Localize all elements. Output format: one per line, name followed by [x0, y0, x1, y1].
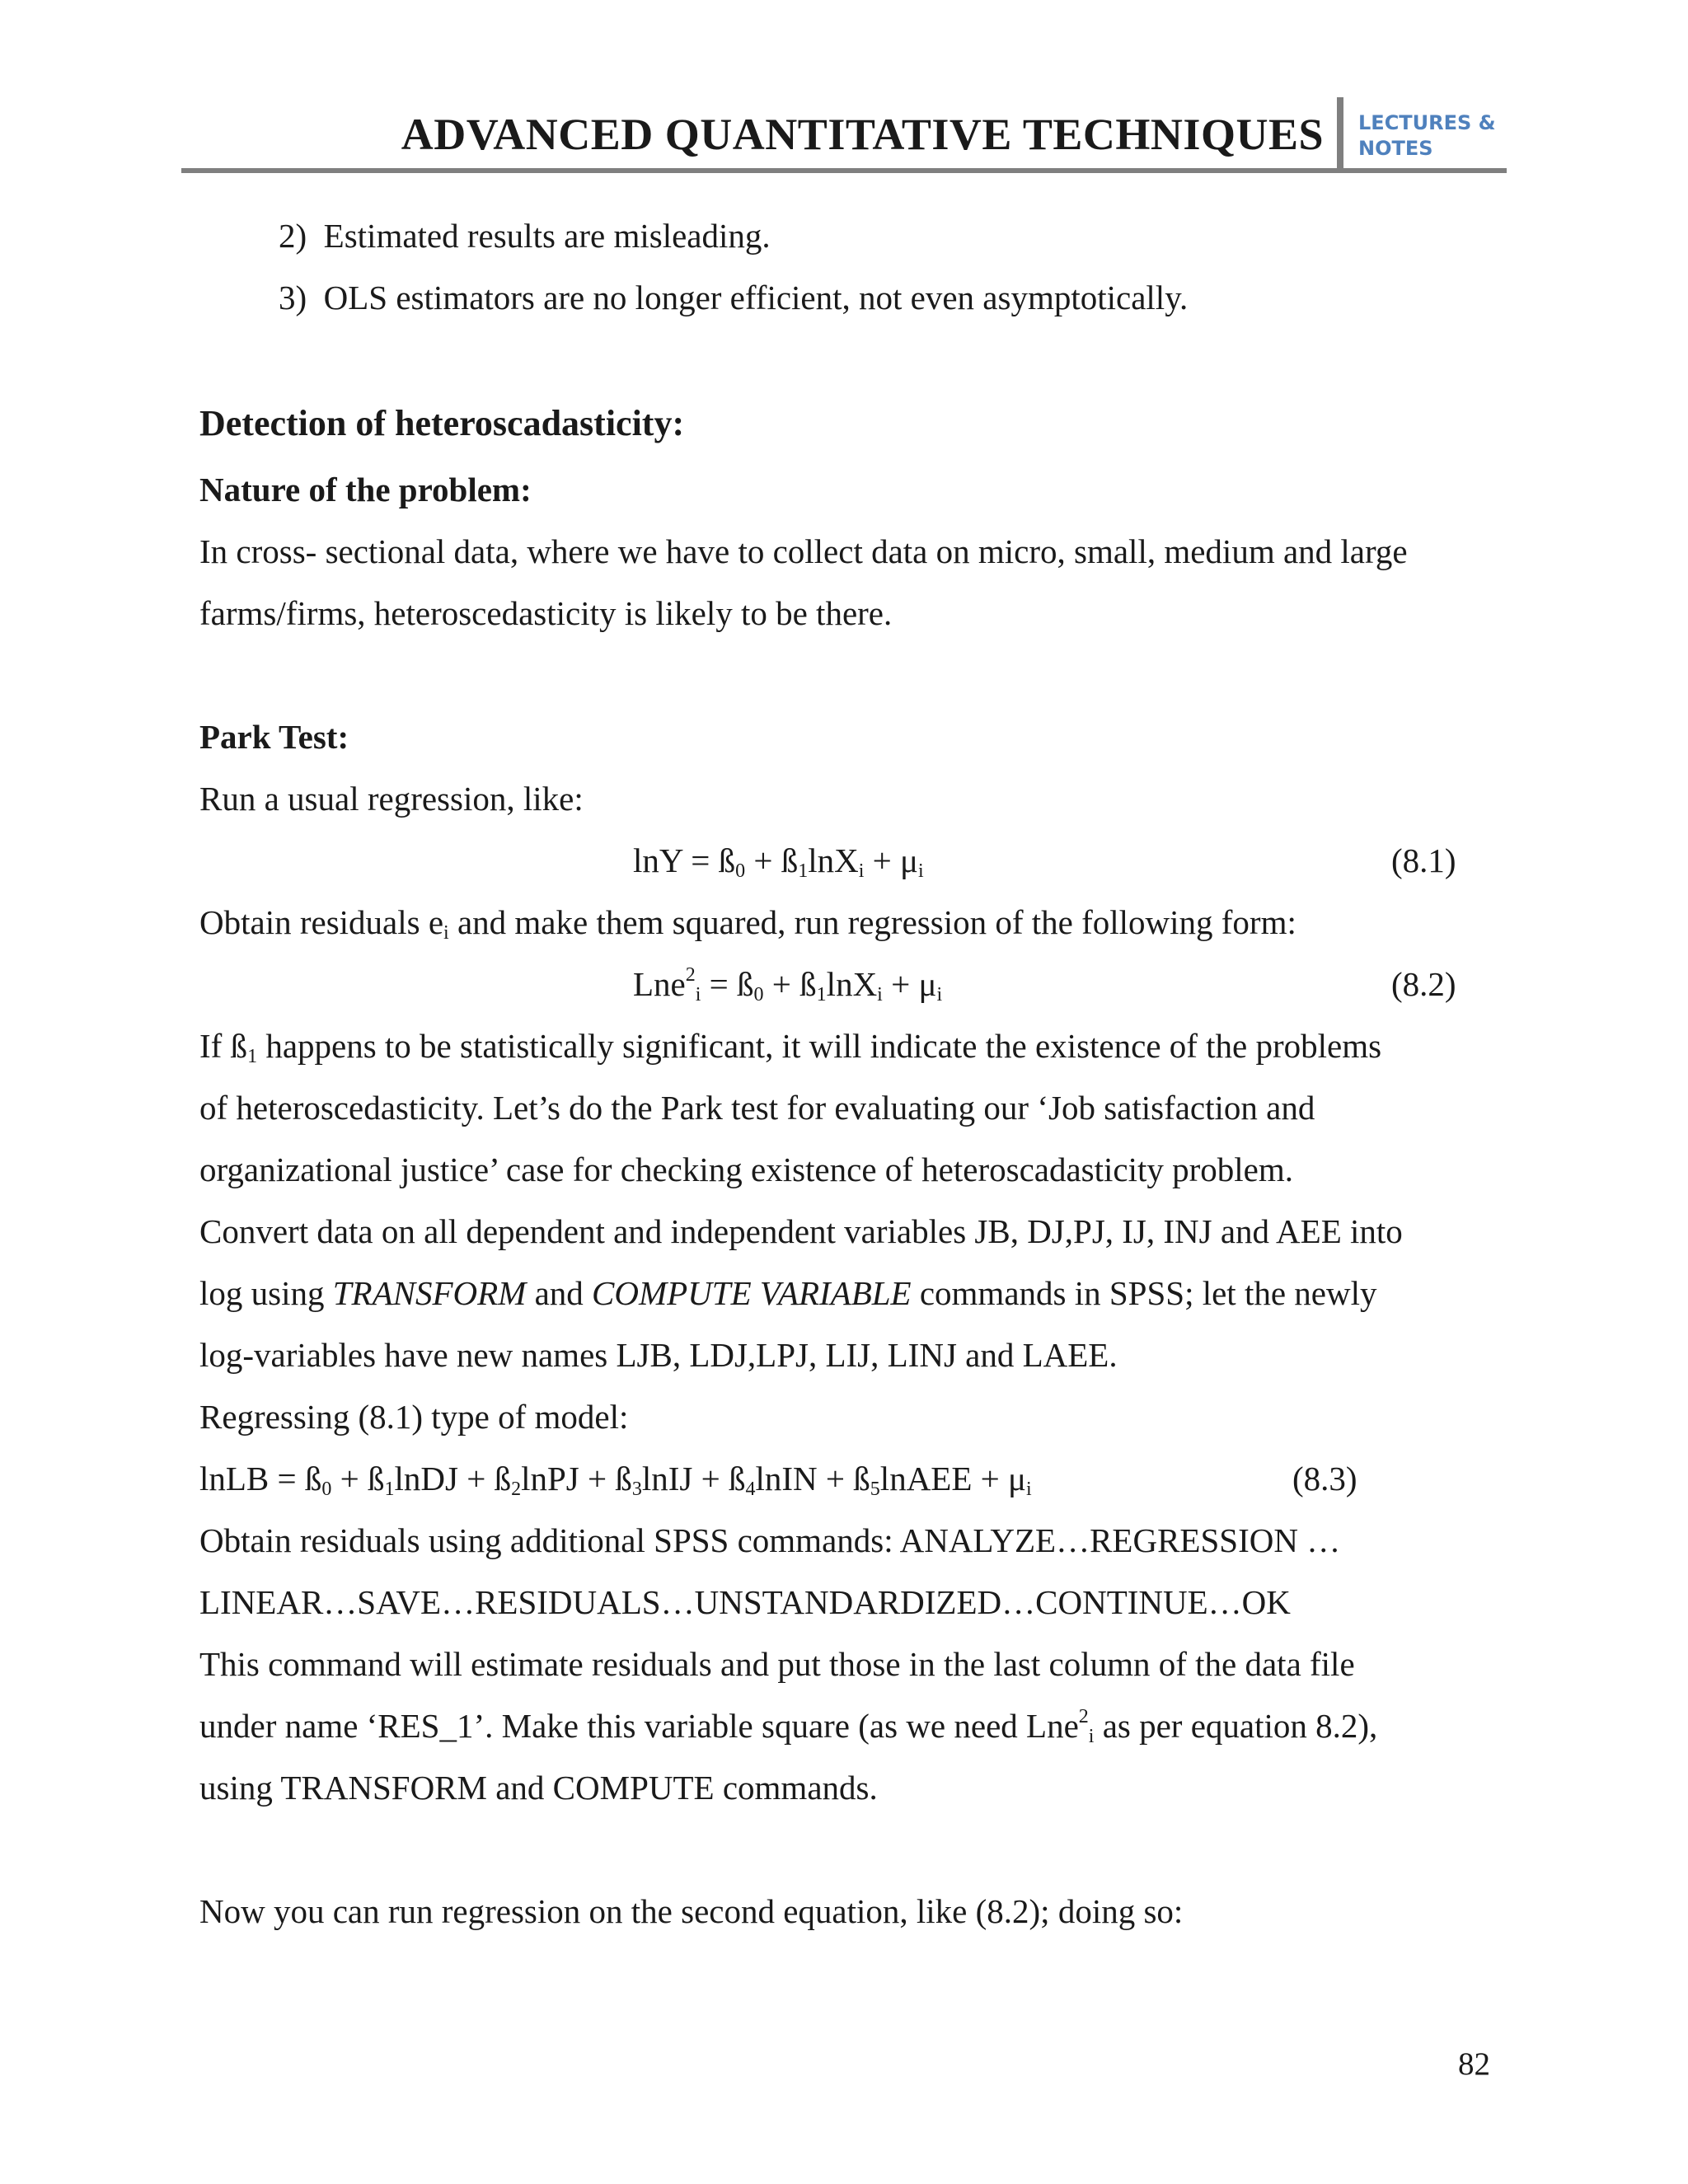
paragraph-line: Now you can run regression on the second equation, like (8.2); doing so: [199, 1892, 1184, 1930]
list-item-3 [279, 278, 1188, 317]
header-divider [1337, 97, 1343, 171]
nature-heading: Nature of the problem: [199, 471, 532, 509]
section-heading: Detection of heteroscadasticity: [199, 403, 685, 443]
header-tag [1358, 110, 1496, 162]
equation-8-2: $Lne^2_i = ß_0$ + $ß_1\ln X_i + \mu_i$ [633, 964, 943, 1005]
paragraph-line: LINEAR…SAVE…RESIDUALS…UNSTANDARDIZED…CONTINUE…OK [199, 1583, 1291, 1621]
paragraph-line: Obtain residuals using additional SPSS commands: ANALYZE…REGRESSION … [199, 1521, 1341, 1559]
equation-number-8-2: (8.2) [1391, 965, 1456, 1003]
equation-number-8-3: (8.3) [1292, 1460, 1357, 1497]
paragraph-line: This command will estimate residuals and put those in the last column of the data file [199, 1645, 1355, 1683]
paragraph-line: If $ß_1$ happens to be statistically significant, it will indicate the existence of the problems [199, 1027, 1382, 1067]
paragraph-line: Convert data on all dependent and independent variables JB, DJ,PJ, IJ, INJ and AEE into [199, 1212, 1403, 1250]
nature-line-1: In cross- sectional data, where we have to collect data on micro, small, medium and large [199, 532, 1408, 570]
paragraph-line: log using TRANSFORM and COMPUTE VARIABLE commands in SPSS; let the newly [199, 1274, 1377, 1312]
paragraph-line: log-variables have new names LJB, LDJ,LPJ, LIJ, LINJ and LAEE. [199, 1336, 1118, 1374]
page-number: 82 [1458, 2046, 1490, 2082]
list-text: OLS estimators are no longer efficient, not even asymptotically. [323, 279, 1189, 316]
equation-number-8-1: (8.1) [1391, 841, 1456, 879]
park-intro: Run a usual regression, like: [199, 780, 584, 818]
equation-8-1: $\ln Y = ß_0$ + $ß_1\ln X_i + \mu_i$ [633, 841, 924, 882]
paragraph-line: under name ‘RES_1’. Make this variable square (as we need Lne$^2_i$ as per equation 8.2), [199, 1706, 1378, 1747]
paragraph-line: organizational justice’ case for checking existence of heteroscadasticity problem. [199, 1151, 1294, 1188]
nature-line-2: farms/firms, heteroscedasticity is likely to be there. [199, 594, 893, 632]
header-rule [181, 168, 1507, 173]
park-heading: Park Test: [199, 718, 349, 756]
list-number: 2) [279, 217, 307, 255]
paragraph-line: of heteroscedasticity. Let’s do the Park test for evaluating our ‘Job satisfaction and [199, 1089, 1315, 1127]
header-tag-line2: NOTES [1358, 137, 1433, 160]
equation-8-3: lnLB = $ß_0$ + $ß_1lnDJ$ + $ß_2lnPJ$ + $ß_3lnIJ$ + $ß_4lnIN$ + $ß_5lnAEE + \mu_i$ [199, 1460, 1032, 1500]
paragraph-line: Regressing (8.1) type of model: [199, 1398, 629, 1436]
list-text: Estimated results are misleading. [323, 217, 771, 255]
header-tag-line1: LECTURES & [1358, 111, 1496, 134]
obtain-residuals-line: Obtain residuals $e_i$ and make them squared, run regression of the following form: [199, 903, 1296, 944]
header-title: ADVANCED QUANTITATIVE TECHNIQUES [401, 110, 1324, 159]
list-number: 3) [279, 279, 307, 316]
paragraph-line: using TRANSFORM and COMPUTE commands. [199, 1769, 878, 1807]
list-item-2 [279, 216, 771, 255]
